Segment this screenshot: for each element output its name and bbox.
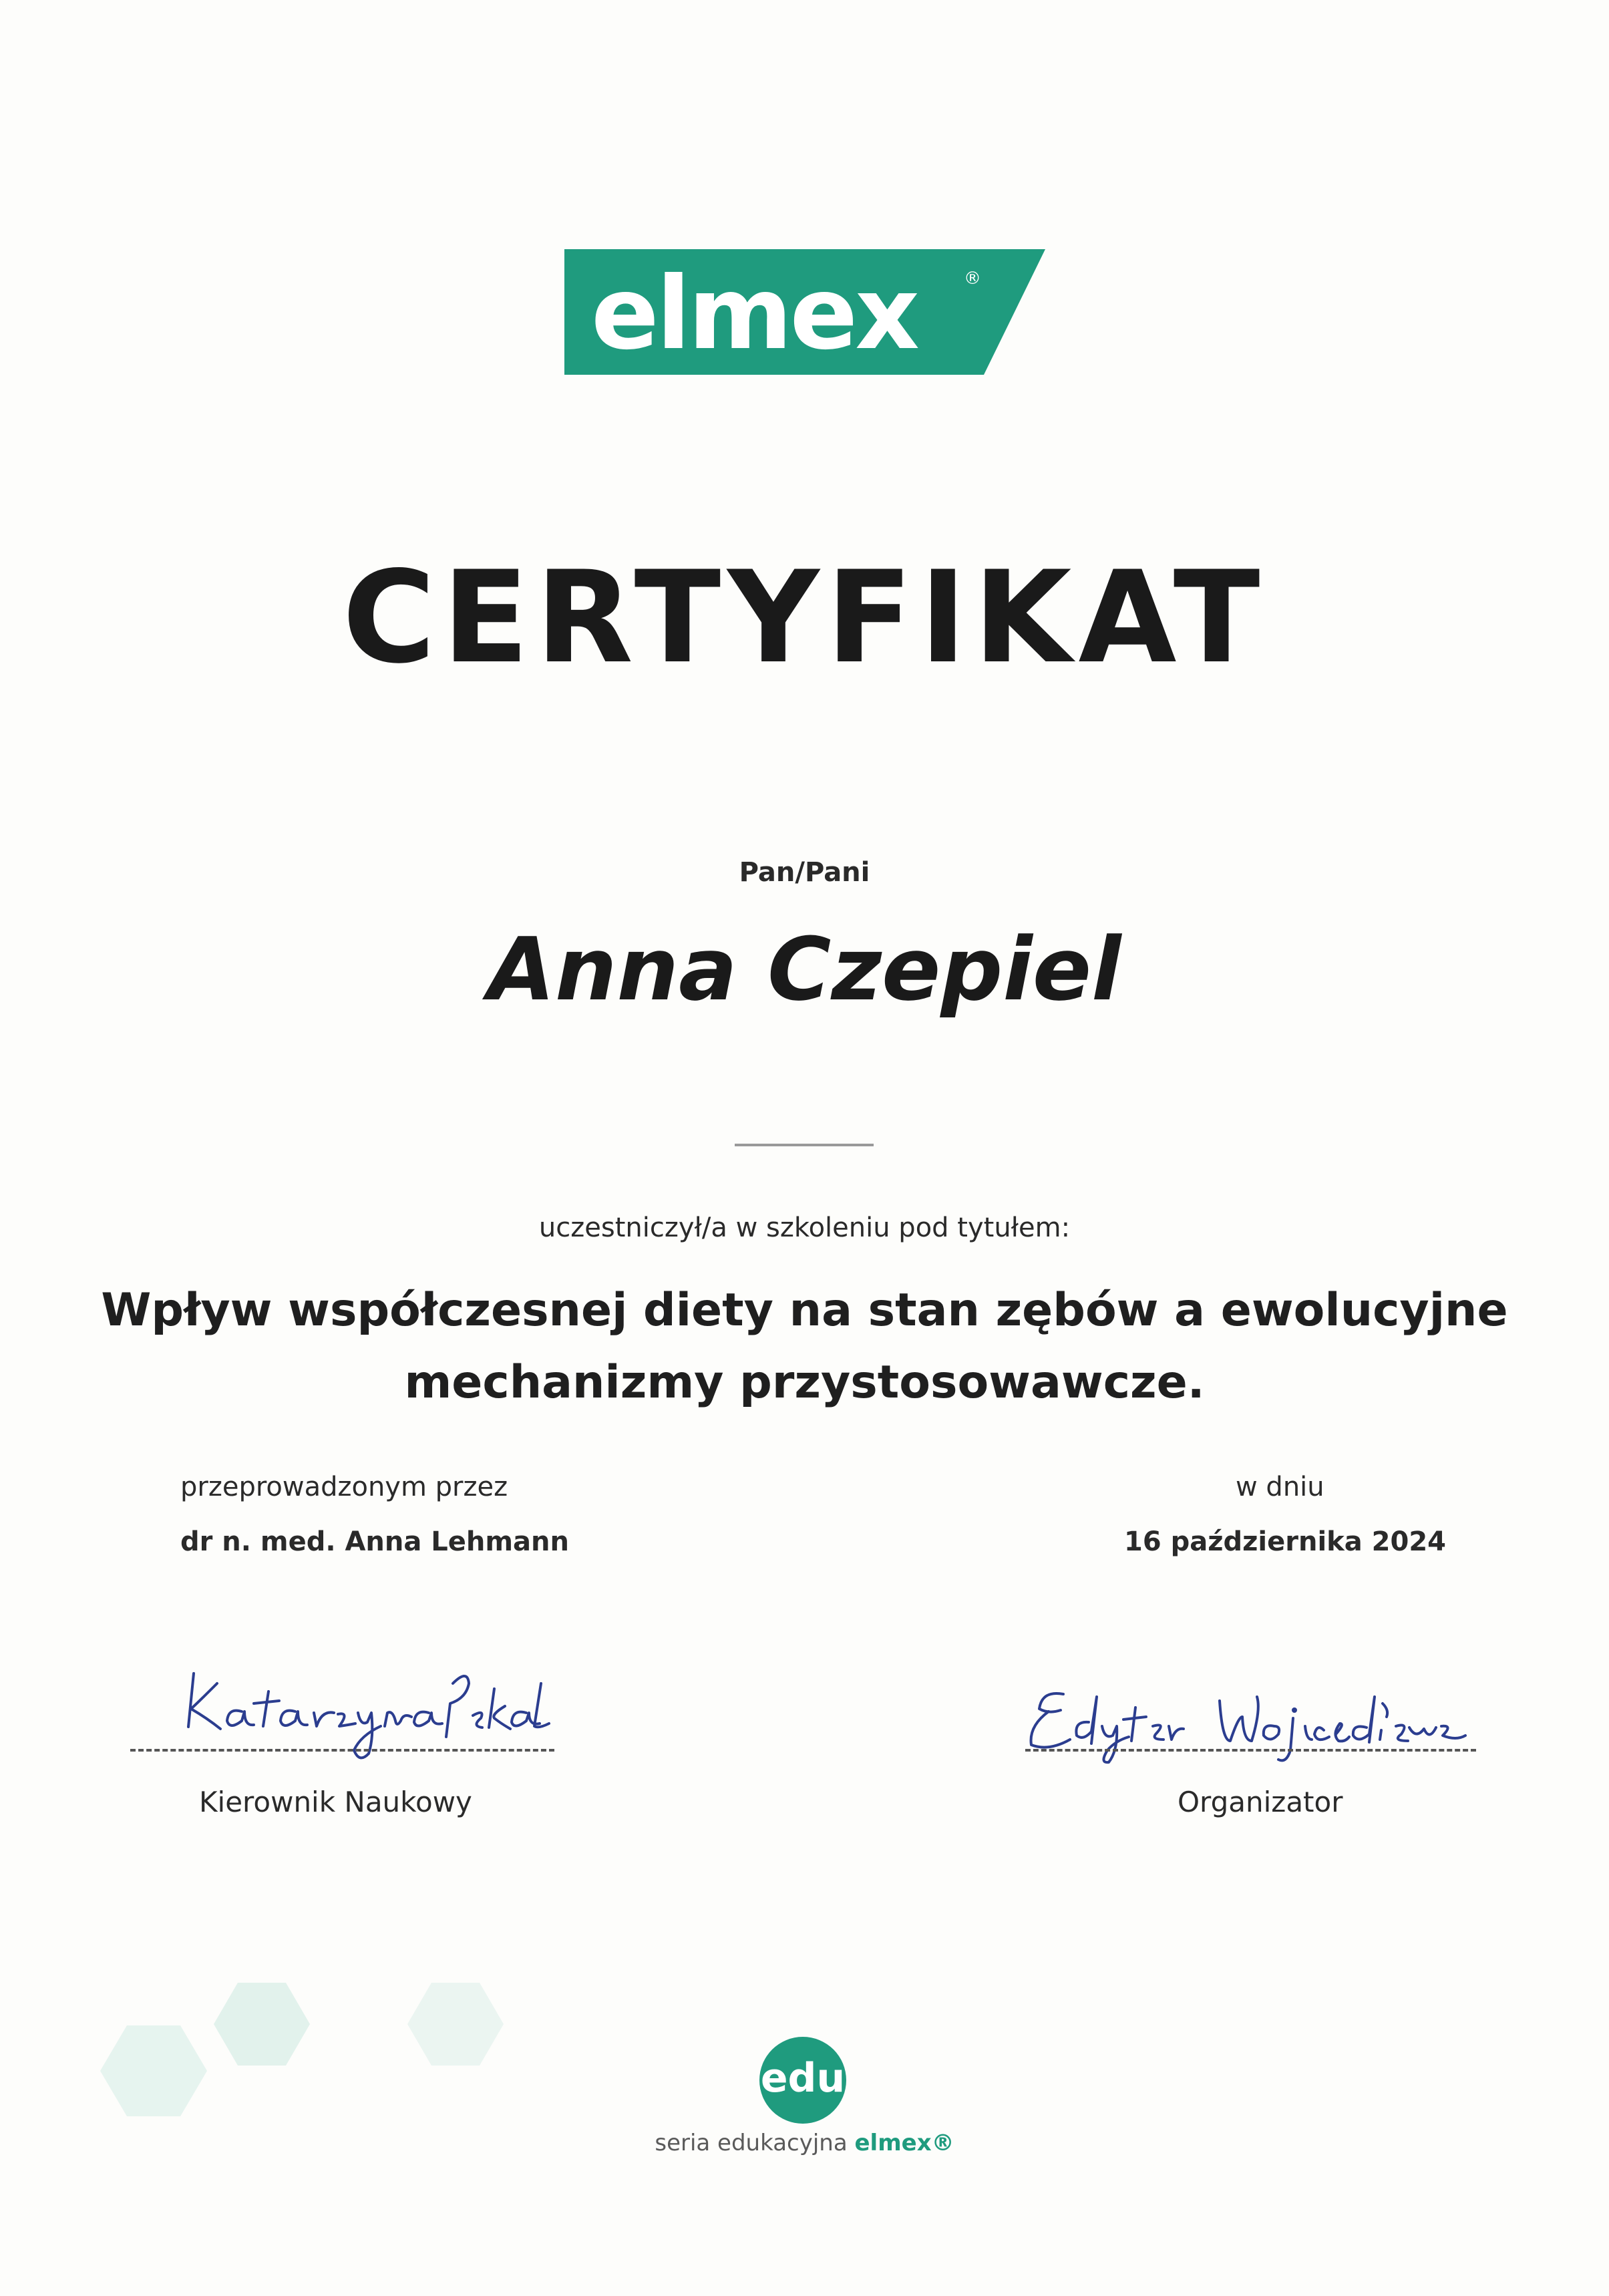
signature-right bbox=[1009, 1670, 1476, 1770]
elmex-logo bbox=[564, 249, 1045, 375]
footer-series-brand: elmex® bbox=[854, 2130, 954, 2156]
course-title-line-2: mechanizmy przystosowawcze. bbox=[404, 1356, 1205, 1409]
footer-series-text: seria edukacyjna bbox=[655, 2130, 848, 2156]
hexagon-decoration bbox=[214, 1983, 310, 2066]
course-title bbox=[0, 1275, 1609, 1419]
participant-name: Anna Czepiel bbox=[488, 919, 1121, 1020]
divider bbox=[735, 1144, 874, 1146]
registered-mark: ® bbox=[964, 269, 981, 289]
decorative-hexagons bbox=[100, 1971, 534, 2144]
signature-left bbox=[180, 1657, 554, 1764]
led-by-label: przeprowadzonym przez bbox=[180, 1472, 508, 1502]
role-left: Kierownik Naukowy bbox=[199, 1786, 472, 1818]
role-right: Organizator bbox=[1178, 1786, 1343, 1818]
hexagon-decoration bbox=[407, 1983, 504, 2066]
signature-line-right bbox=[1025, 1749, 1476, 1752]
course-title-line-1: Wpływ współczesnej diety na stan zębów a ewolucyjne bbox=[101, 1284, 1508, 1337]
led-by-value: dr n. med. Anna Lehmann bbox=[180, 1526, 569, 1557]
salutation: Pan/Pani bbox=[739, 857, 870, 888]
logo-text: elmex bbox=[591, 256, 917, 372]
hexagon-decoration bbox=[100, 2025, 207, 2116]
edu-badge: edu bbox=[759, 2037, 846, 2124]
signature-line-left bbox=[130, 1749, 554, 1752]
date-label: w dniu bbox=[1236, 1472, 1324, 1502]
intro-text: uczestniczył/a w szkoleniu pod tytułem: bbox=[538, 1212, 1071, 1243]
certificate-title: CERTYFIKAT bbox=[342, 544, 1267, 691]
date-value: 16 października 2024 bbox=[1124, 1526, 1447, 1557]
footer-series bbox=[0, 2130, 1609, 2156]
